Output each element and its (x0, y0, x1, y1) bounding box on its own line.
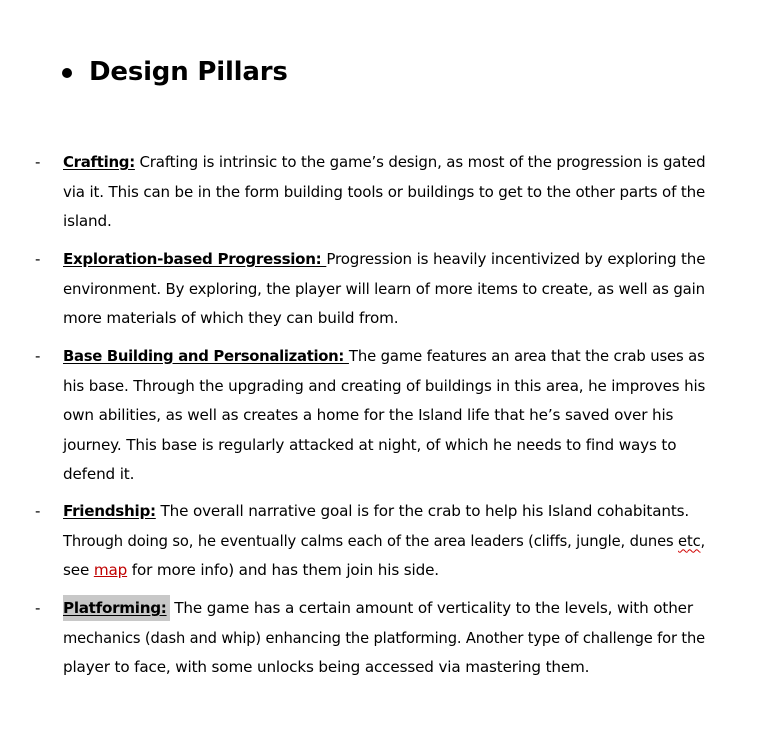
pillar-text: The game features an area that the crab uses as (348, 347, 705, 365)
pillar-line: player to face, with some unlocks being accessed via mastering them. (63, 658, 590, 676)
pillar-text: see (63, 561, 94, 579)
pillar-text: Through doing so, he eventually calms each of the area leaders (cliffs, jungle, dunes (63, 531, 679, 550)
pillar-text: Crafting is intrinsic to the game’s design, as most of the progression is gated (134, 153, 706, 171)
pillar-line: own abilities, as well as creates a home for the Island life that he’s saved over his (63, 406, 674, 424)
pillar-line (63, 148, 705, 178)
pillar-line: defend it. (63, 465, 135, 483)
pillar-term: Crafting: (63, 153, 135, 171)
pillar-line (63, 556, 439, 586)
pillar-line: his base. Through the upgrading and creating of buildings in this area, he improves his (63, 376, 706, 395)
pillar-line: more materials of which they can build from. (63, 309, 399, 327)
list-dash-marker: - (35, 153, 41, 171)
pillar-text: , (700, 531, 706, 550)
pillar-term: Exploration-based Progression: (63, 250, 327, 268)
list-dash-marker: - (35, 599, 41, 617)
pillar-line (63, 342, 705, 372)
pillar-line: environment. By exploring, the player will learn of more items to create, as well as gain (63, 279, 705, 298)
pillar-term-highlighted[interactable]: Platforming: (63, 595, 170, 621)
map-link[interactable]: map (93, 561, 128, 579)
pillar-term: Base Building and Personalization: (63, 347, 349, 365)
pillar-text: The overall narrative goal is for the crab to help his Island cohabitants. (155, 502, 690, 520)
list-dash-marker: - (35, 250, 41, 268)
pillar-text: for more info) and has them join his side. (127, 561, 439, 579)
pillar-line: island. (63, 212, 112, 230)
pillar-line: via it. This can be in the form building tools or buildings to get to the other parts of the (63, 182, 706, 201)
list-dash-marker: - (35, 502, 41, 520)
pillar-text: Progression is heavily incentivized by exploring the (326, 250, 706, 268)
list-dash-marker: - (35, 347, 41, 365)
section-heading (62, 52, 288, 92)
pillar-line (63, 497, 689, 527)
heading-title: Design Pillars (89, 57, 288, 87)
spellcheck-flagged-word[interactable]: etc (678, 531, 701, 550)
pillar-term: Friendship: (63, 502, 156, 520)
pillar-line (63, 594, 693, 624)
pillar-text: The game has a certain amount of verticality to the levels, with other (169, 599, 693, 617)
pillar-line (63, 245, 705, 275)
pillar-line (63, 527, 705, 557)
bullet-dot-icon (62, 68, 72, 78)
pillar-line: mechanics (dash and whip) enhancing the platforming. Another type of challenge for the (63, 628, 706, 647)
pillar-line: journey. This base is regularly attacked at night, of which he needs to find ways to (63, 435, 677, 454)
